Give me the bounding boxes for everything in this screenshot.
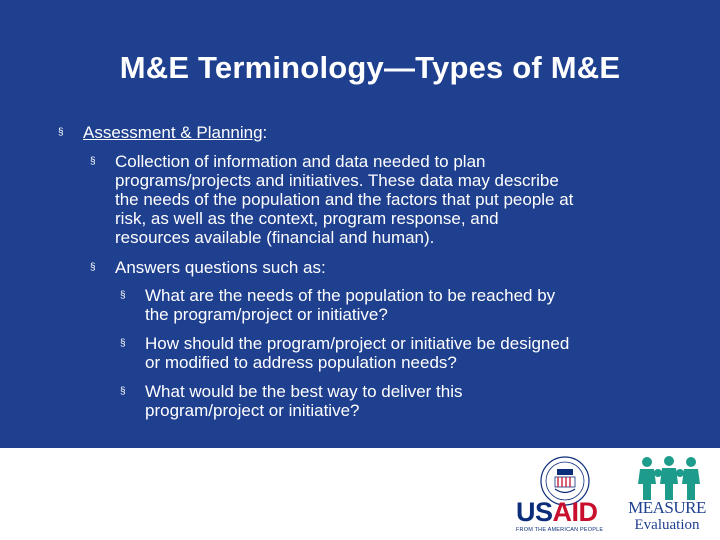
bullet-marker: § [90,156,96,167]
bullet-question-needs [120,286,685,324]
bullet-suffix: : [262,123,268,142]
usaid-wordmark: USAID [516,497,598,527]
text-line: What would be the best way to deliver this [145,382,463,401]
bullet-marker: § [120,290,126,301]
people-figures-icon [634,456,704,502]
measure-evaluation-text: Evaluation [634,517,700,533]
bullet-question-design [120,334,685,372]
bullet-collection [90,152,675,247]
slide-title: M&E Terminology—Types of M&E [119,50,621,85]
text-line: or modified to address population needs? [145,353,457,372]
bullet-marker: § [120,386,126,397]
text-line: the needs of the population and the factors that put people at [115,190,574,209]
measure-wordmark: MEASURE [628,498,706,517]
text-line: risk, as well as the context, program response, and [115,209,499,228]
bullet-marker: § [58,127,64,138]
bullet-answers [90,258,326,277]
text-line: program/project or initiative? [145,401,360,420]
usaid-tagline: FROM THE AMERICAN PEOPLE [516,527,604,533]
text-line: resources available (financial and human). [115,228,435,247]
bullet-marker: § [90,262,96,273]
text-line: programs/projects and initiatives. These data may describe [115,171,559,190]
text-line: How should the program/project or initiative be designed [145,334,570,353]
bullet-question-deliver [120,382,685,420]
bullet-text: Answers questions such as: [115,258,326,277]
text-line: Collection of information and data needed to plan [115,152,486,171]
bullet-label: Assessment & Planning [83,123,263,142]
text-line: the program/project or initiative? [145,305,388,324]
text-line: What are the needs of the population to be reached by [145,286,556,305]
bullet-assessment-planning [58,123,268,142]
bullet-marker: § [120,338,126,349]
